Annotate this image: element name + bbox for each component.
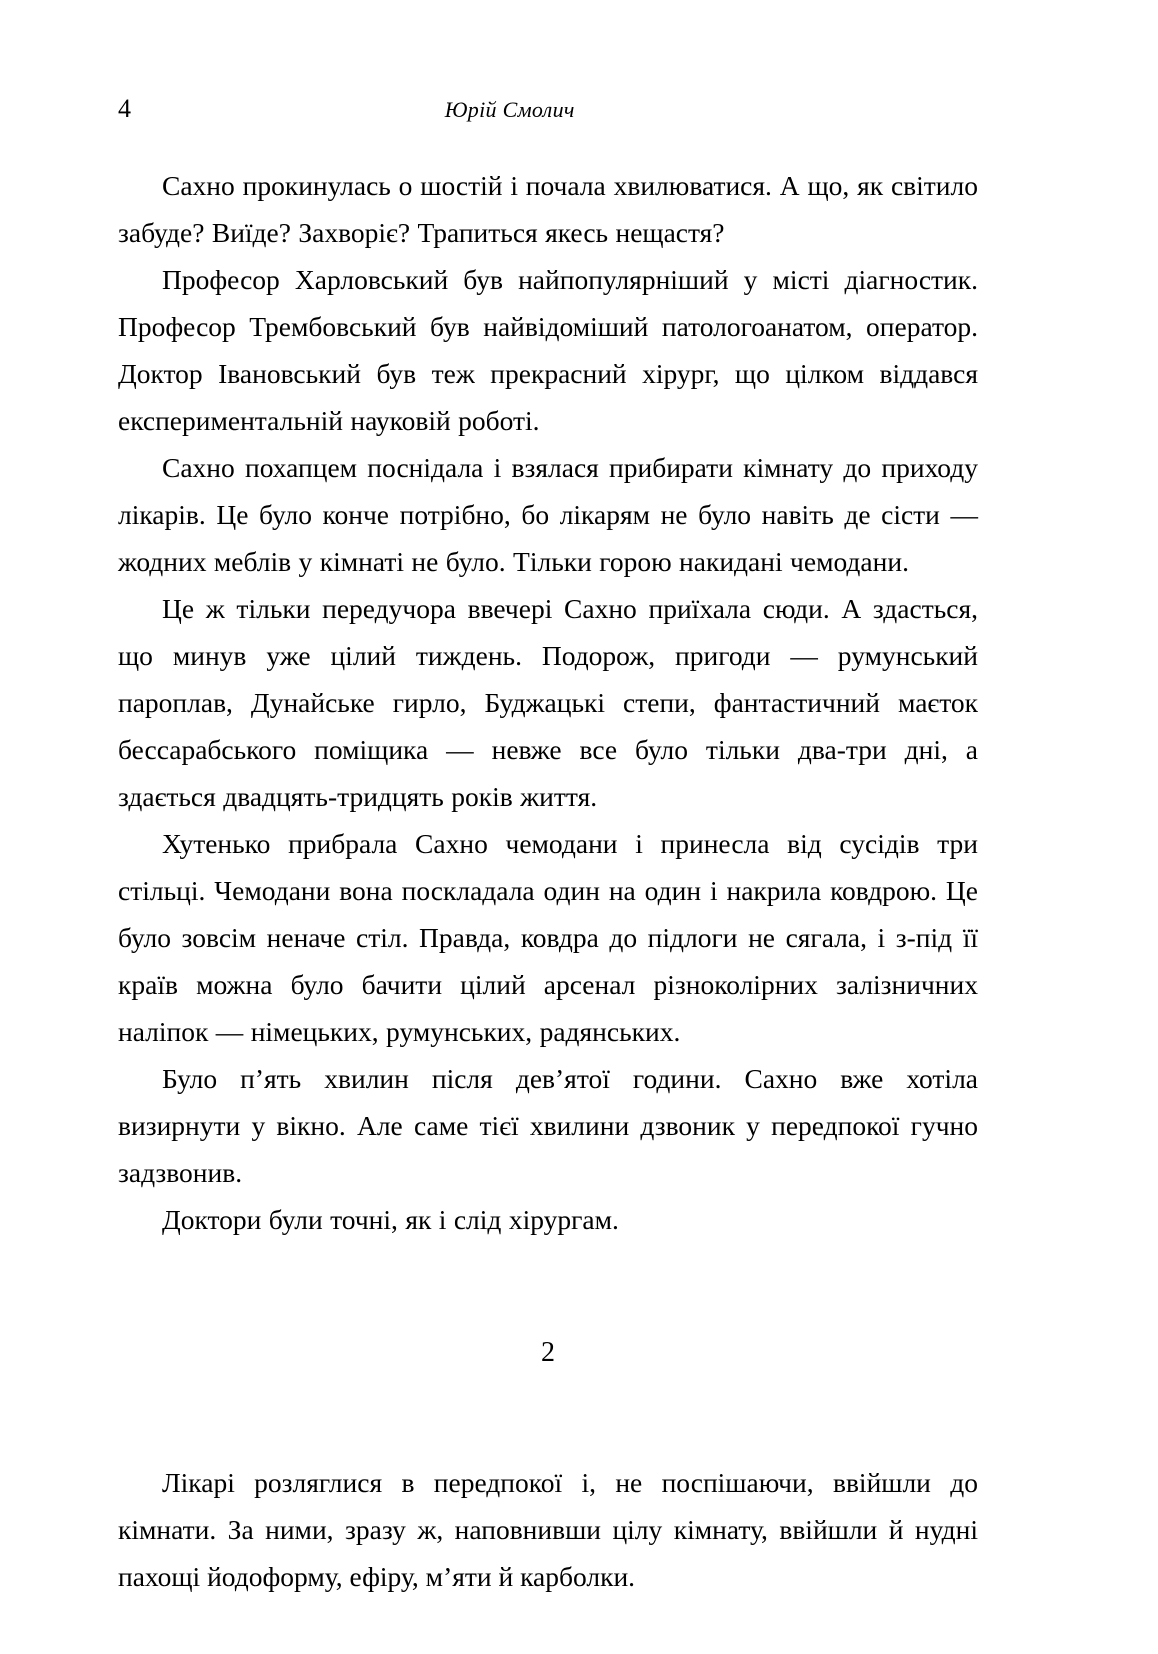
body-text <box>118 162 978 1243</box>
paragraph: Хутенько прибрала Сахно чемодани і принесла від сусідів три стільці. Чемодани вона поскладала один на один і накрила ковдрою. Це було зовсім неначе стіл. Правда, ковдра до підлоги не сягала, і з-під її країв можна було бачити цілий арсенал різноколірних залізничних наліпок — німецьких, румунських, радянських. <box>118 828 978 1047</box>
paragraph: Було п’ять хвилин після дев’ятої години. Сахно вже хотіла визирнути у вікно. Але саме тієї хвилини дзвоник у передпокої гучно задзвонив. <box>118 1063 978 1188</box>
page-number: 4 <box>118 94 132 123</box>
page-content <box>118 96 978 1600</box>
running-head-author: Юрій Смолич <box>444 97 575 122</box>
paragraph: Сахно похапцем поснідала і взялася прибирати кімнату до приходу лікарів. Це було конче потрібно, бо лікарям не було навіть де сісти — жодних меблів у кімнаті не було. Тільки горою накидані чемодани. <box>118 452 978 577</box>
paragraph: Лікарі розляглися в передпокої і, не поспішаючи, ввійшли до кімнати. За ними, зразу ж, наповнивши цілу кімнату, ввійшли й нудні пахощі йодоформу, ефіру, м’яти й карболки. <box>118 1467 978 1592</box>
paragraph: Професор Харловський був найпопулярніший у місті діагностик. Професор Трембовський був найвідоміший патологоанатом, оператор. Доктор Івановський був теж прекрасний хірург, що цілком віддався експериментальній науковій роботі. <box>118 264 978 436</box>
running-head <box>118 96 978 136</box>
section-number: 2 <box>541 1337 555 1368</box>
section-body <box>118 1459 978 1600</box>
paragraph: Це ж тільки передучора ввечері Сахно приїхала сюди. А здасться, що минув уже цілий тиждень. Подорож, пригоди — румунський пароплав, Дунайське гирло, Буджацькі степи, фантастичний маєток бессарабського поміщика — невже все було тільки два-три дні, а здається двадцять-тридцять років життя. <box>118 593 978 812</box>
paragraph: Доктори були точні, як і слід хірургам. <box>162 1204 619 1235</box>
paragraph: Сахно прокинулась о шостій і почала хвилюватися. А що, як світило забуде? Виїде? Захворіє? Трапиться якесь нещастя? <box>118 170 978 248</box>
